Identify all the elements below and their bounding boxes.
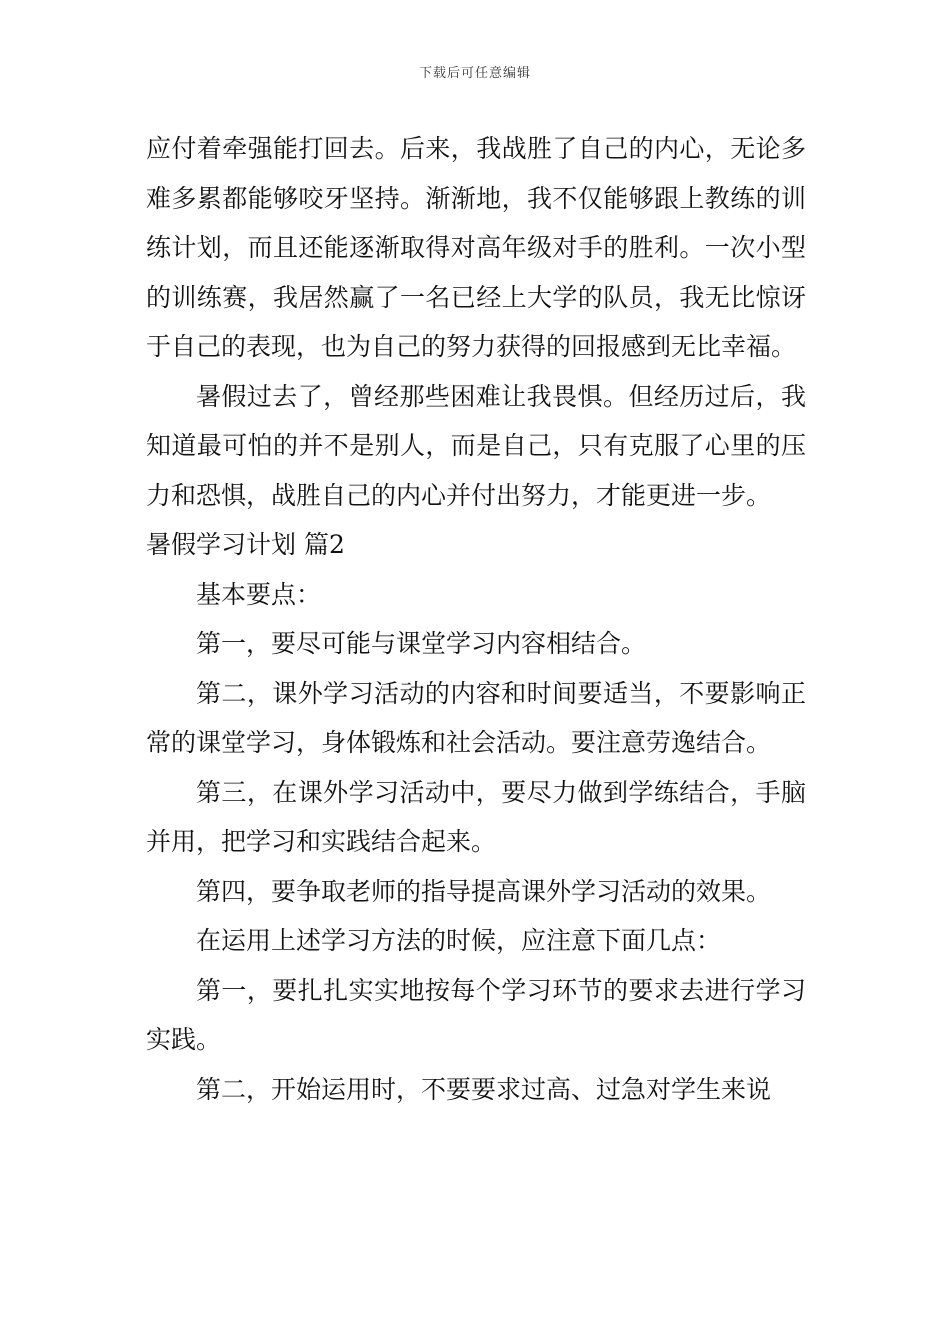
paragraph: 第三，在课外学习活动中，要尽力做到学练结合，手脑并用，把学习和实践结合起来。 (146, 777, 806, 856)
paragraph: 第一，要尽可能与课堂学习内容相结合。 (196, 629, 647, 658)
paragraph: 在运用上述学习方法的时候，应注意下面几点： (196, 926, 722, 955)
document-body (146, 124, 806, 1114)
paragraph: 基本要点： (196, 579, 322, 609)
paragraph: 第二，课外学习活动的内容和时间要适当，不要影响正常的课堂学习，身体锻炼和社会活动。要注意劳逸结合。 (146, 678, 806, 757)
page-header-note: 下载后可任意编辑 (418, 66, 531, 81)
section-heading: 暑假学习计划 篇2 (146, 530, 345, 559)
paragraph: 第二，开始运用时，不要要求过高、过急对学生来说 (196, 1074, 772, 1104)
paragraph: 第四，要争取老师的指导提高课外学习活动的效果。 (196, 876, 772, 906)
paragraph: 应付着牵强能打回去。后来，我战胜了自己的内心，无论多难多累都能够咬牙坚持。渐渐地，我不仅能够跟上教练的训练计划，而且还能逐渐取得对高年级对手的胜利。一次小型的训练赛，我居然赢了一名已经上大学的队员，我无比惊讶于自己的表现，也为自己的努力获得的回报感到无比幸福。 (146, 134, 806, 361)
paragraph: 第一，要扎扎实实地按每个学习环节的要求去进行学习实践。 (146, 975, 806, 1054)
paragraph: 暑假过去了，曾经那些困难让我畏惧。但经历过后，我知道最可怕的并不是别人，而是自己，只有克服了心里的压力和恐惧，战胜自己的内心并付出努力，才能更进一步。 (146, 381, 806, 510)
